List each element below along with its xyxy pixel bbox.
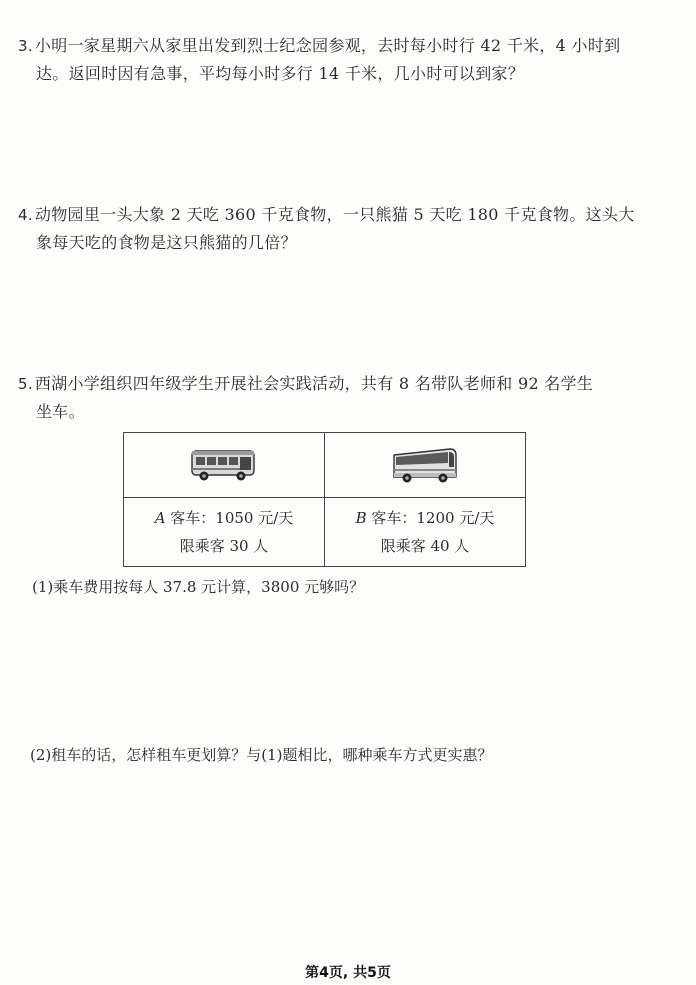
question-5-line-2: 坐车。 bbox=[36, 402, 85, 421]
question-3-line-2: 达。返回时因有急事，平均每小时多行 14 千米，几小时可以到家？ bbox=[36, 64, 525, 83]
bus-a-info-cell bbox=[124, 498, 325, 567]
question-5-number: 5. bbox=[18, 375, 33, 393]
question-5-part-1: (1)乘车费用按每人 37.8 元计算，3800 元够吗？ bbox=[32, 578, 365, 596]
bus-rental-table bbox=[123, 432, 526, 567]
bus-a-image-cell bbox=[124, 433, 325, 498]
bus-b-limit: 限乘客 40 人 bbox=[380, 537, 470, 555]
bus-a-limit: 限乘客 30 人 bbox=[179, 537, 269, 555]
question-3-line-1: 3. 小明一家星期六从家里出发到烈士纪念园参观，去时每小时行 42 千米，4 小时到 bbox=[18, 36, 621, 55]
coach-bus-icon bbox=[390, 443, 460, 487]
city-bus-icon bbox=[189, 445, 259, 485]
question-5-part-2: (2)租车的话，怎样租车更划算？与(1)题相比，哪种乘车方式更实惠？ bbox=[30, 746, 493, 764]
question-4-line-1: 4. 动物园里一头大象 2 天吃 360 千克食物，一只熊猫 5 天吃 180 千克食物。这头大 bbox=[18, 205, 635, 224]
bus-b-info-cell bbox=[325, 498, 526, 567]
question-4-line-2: 象每天吃的食物是这只熊猫的几倍？ bbox=[36, 233, 297, 252]
bus-a-price: A 客车：1050 元/天 bbox=[154, 509, 294, 527]
question-5-line-1: 5. 西湖小学组织四年级学生开展社会实践活动，共有 8 名带队老师和 92 名学生 bbox=[18, 374, 594, 393]
question-4-number: 4. bbox=[18, 206, 33, 224]
page-number-footer: 第4页, 共5页 bbox=[305, 965, 391, 981]
bus-b-image-cell bbox=[325, 433, 526, 498]
bus-b-price: B 客车：1200 元/天 bbox=[355, 509, 495, 527]
question-3-number: 3. bbox=[18, 37, 33, 55]
